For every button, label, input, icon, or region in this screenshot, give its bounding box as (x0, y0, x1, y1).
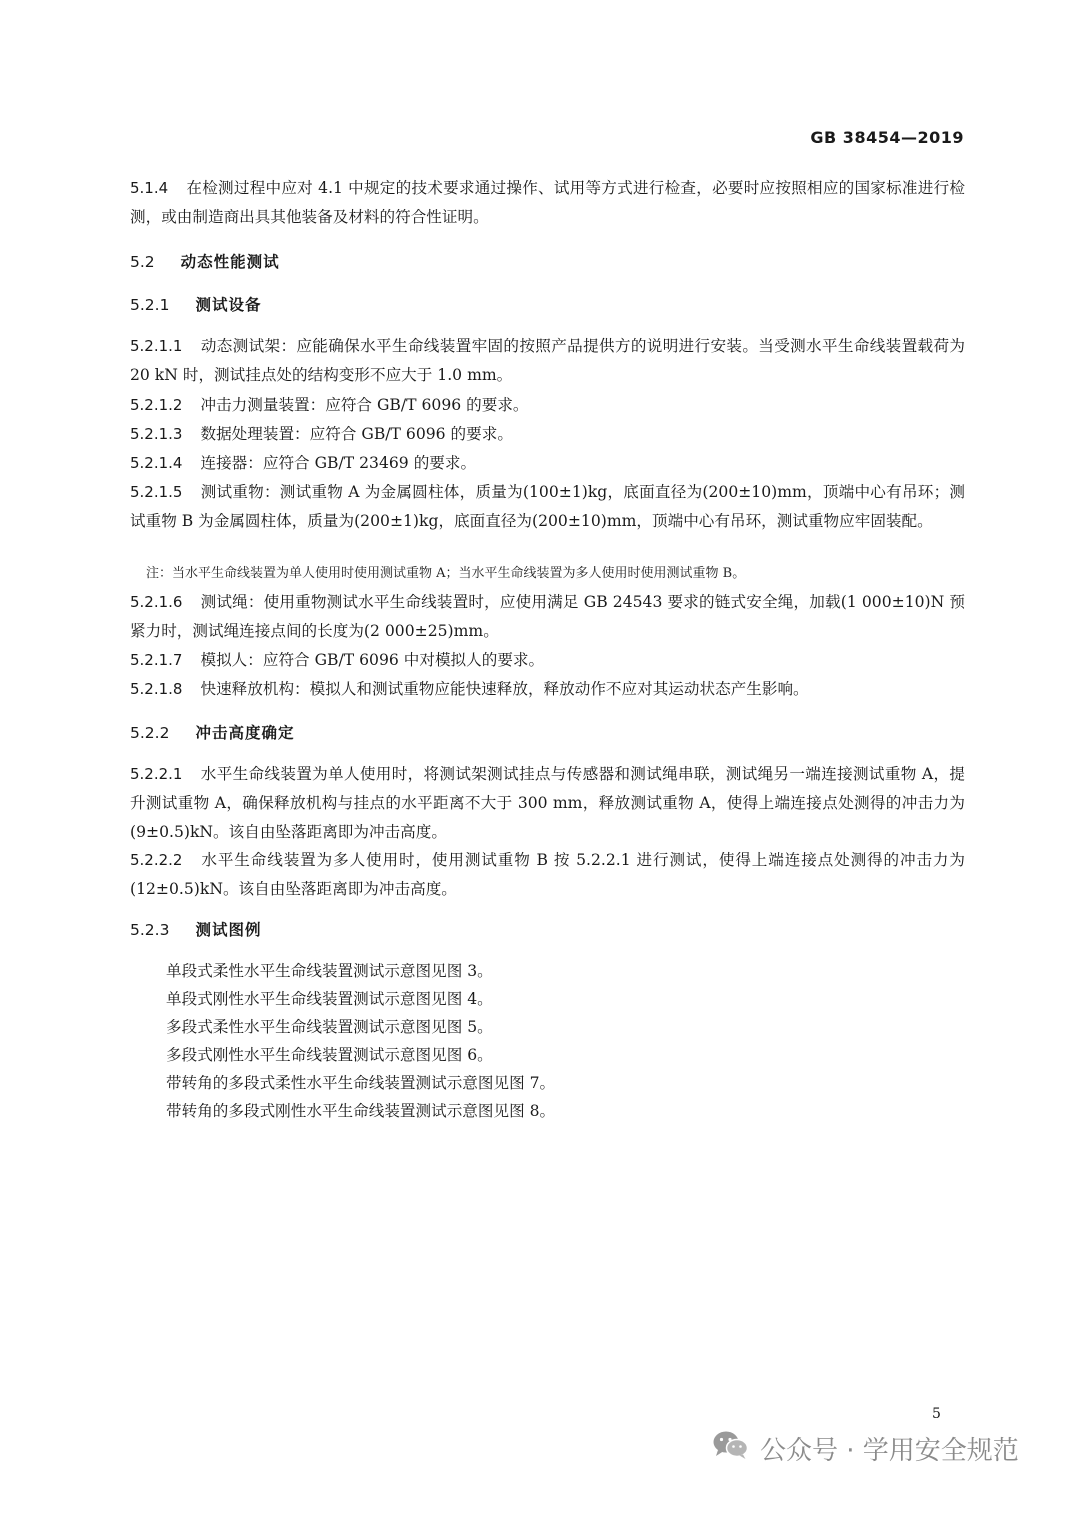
clause-number: 5.2.1.4 (130, 454, 183, 472)
clause-number: 5.2.1.8 (130, 680, 183, 698)
clause-5-2-1-4 (130, 449, 965, 478)
clause-5-2-2-1 (130, 760, 965, 847)
heading-number: 5.2.3 (130, 921, 170, 939)
heading-title: 冲击高度确定 (195, 724, 295, 742)
clause-number: 5.2.1.7 (130, 651, 183, 669)
heading-5-2 (130, 250, 280, 272)
watermark-text: 公众号 · 学用安全规范 (760, 1435, 1019, 1466)
clause-text: 连接器：应符合 GB/T 23469 的要求。 (200, 454, 477, 472)
clause-text: 在检测过程中应对 4.1 中规定的技术要求通过操作、试用等方式进行检查，必要时应按照相应的国家标准进行检测，或由制造商出具其他装备及材料的符合性证明。 (130, 179, 965, 226)
clause-number: 5.2.2.2 (130, 851, 183, 869)
figure-reference: 单段式柔性水平生命线装置测试示意图见图 3。 (166, 962, 493, 980)
clause-5-2-1-7 (130, 646, 965, 675)
clause-number: 5.2.1.3 (130, 425, 183, 443)
wechat-icon (712, 1429, 750, 1468)
clause-text: 冲击力测量装置：应符合 GB/T 6096 的要求。 (200, 396, 529, 414)
note: 注：当水平生命线装置为单人使用时使用测试重物 A；当水平生命线装置为多人使用时使用测试重物 B。 (146, 566, 746, 581)
heading-5-2-2 (130, 721, 294, 743)
clause-number: 5.2.1.5 (130, 483, 183, 501)
watermark (712, 1428, 1019, 1468)
heading-title: 测试设备 (195, 296, 262, 314)
clause-5-2-1-3 (130, 420, 965, 449)
clause-text: 模拟人：应符合 GB/T 6096 中对模拟人的要求。 (200, 651, 545, 669)
clause-number: 5.2.1.1 (130, 337, 183, 355)
heading-5-2-3 (130, 918, 261, 940)
clause-text: 动态测试架：应能确保水平生命线装置牢固的按照产品提供方的说明进行安装。当受测水平生命线装置载荷为 20 kN 时，测试挂点处的结构变形不应大于 1.0 mm。 (130, 337, 965, 384)
clause-text: 数据处理装置：应符合 GB/T 6096 的要求。 (200, 425, 513, 443)
heading-number: 5.2 (130, 253, 155, 271)
clause-5-2-2-2 (130, 846, 965, 904)
clause-text: 测试重物：测试重物 A 为金属圆柱体，质量为(100±1)kg，底面直径为(200±10)mm，顶端中心有吊环；测试重物 B 为金属圆柱体，质量为(200±1)kg，底面直径为(200±10)mm，顶端中心有吊环，测试重物应牢固装配。 (130, 483, 965, 530)
clause-number: 5.2.2.1 (130, 765, 183, 783)
clause-text: 快速释放机构：模拟人和测试重物应能快速释放，释放动作不应对其运动状态产生影响。 (200, 680, 809, 698)
heading-title: 动态性能测试 (180, 253, 280, 271)
clause-5-2-1-2 (130, 391, 965, 420)
clause-5-2-1-6 (130, 588, 965, 646)
heading-5-2-1 (130, 293, 261, 315)
standard-code: GB 38454—2019 (810, 128, 964, 147)
clause-5-2-1-5 (130, 478, 965, 536)
clause-text: 水平生命线装置为单人使用时，将测试架测试挂点与传感器和测试绳串联，测试绳另一端连接测试重物 A，提升测试重物 A，确保释放机构与挂点的水平距离不大于 300 mm，释放测试重物 A，使得上端连接点处测得的冲击力为(9±0.5)kN。该自由坠落距离即为冲击高度。 (130, 765, 965, 841)
clause-number: 5.2.1.6 (130, 593, 183, 611)
clause-number: 5.2.1.2 (130, 396, 183, 414)
page-number: 5 (932, 1406, 941, 1422)
heading-title: 测试图例 (195, 921, 262, 939)
heading-number: 5.2.2 (130, 724, 170, 742)
figure-reference: 带转角的多段式刚性水平生命线装置测试示意图见图 8。 (166, 1102, 556, 1120)
figure-reference: 多段式柔性水平生命线装置测试示意图见图 5。 (166, 1018, 493, 1036)
clause-5-1-4 (130, 174, 965, 232)
clause-5-2-1-1 (130, 332, 965, 390)
clause-number: 5.1.4 (130, 179, 169, 197)
clause-text: 水平生命线装置为多人使用时，使用测试重物 B 按 5.2.2.1 进行测试，使得上端连接点处测得的冲击力为(12±0.5)kN。该自由坠落距离即为冲击高度。 (130, 851, 965, 898)
clause-text: 测试绳：使用重物测试水平生命线装置时，应使用满足 GB 24543 要求的链式安全绳，加载(1 000±10)N 预紧力时，测试绳连接点间的长度为(2 000±25)mm。 (130, 593, 965, 640)
heading-number: 5.2.1 (130, 296, 170, 314)
figure-reference: 带转角的多段式柔性水平生命线装置测试示意图见图 7。 (166, 1074, 556, 1092)
figure-reference: 单段式刚性水平生命线装置测试示意图见图 4。 (166, 990, 493, 1008)
clause-5-2-1-8 (130, 675, 965, 704)
figure-reference: 多段式刚性水平生命线装置测试示意图见图 6。 (166, 1046, 493, 1064)
